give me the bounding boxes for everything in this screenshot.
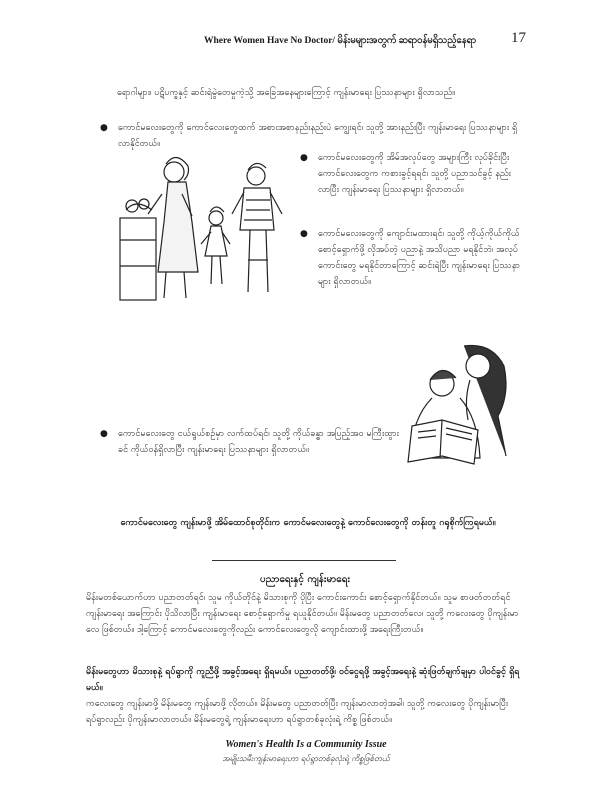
section-heading: ပညာရေးနှင့် ကျန်းမာရေး — [259, 574, 350, 585]
bullet-icon: ● — [300, 229, 308, 239]
bullet-icon: ● — [100, 429, 108, 439]
family-chores-illustration — [116, 148, 296, 308]
bullet-text: ကောင်မလေးတွေကို အိမ်အလုပ်တွေ အများကြီး လုပ်ခိုင်းပြီး ကောင်လေးတွေက ကစားခွင့်ရရင်၊ သူတို့ ပညာသင်ခွင့် နည်းလာပြီး ကျန်းမာရေး ပြဿနာများ ရှိလာတယ်။ — [318, 153, 511, 195]
bullet-icon: ● — [100, 123, 108, 133]
header-title: Where Women Have No Doctor/ မိန်းမများအတွက် ဆရာဝန်မရှိသည့်နေရာ — [204, 36, 476, 46]
running-header — [86, 30, 526, 50]
footer-title: Women's Health Is a Community Issue — [225, 739, 387, 750]
body-paragraph-1: မိန်းမတစ်ယောက်ဟာ ပညာတတ်ရင်၊ သူမ ကိုယ်တိုင်နဲ့ မိသားစုကို ပိုပြီး ကောင်းကောင်း စောင့်ရှောက်နိုင်တယ်။ သူမ စာဖတ်တတ်ရင် ကျန်းမာရေး အကြောင်း ပိုသိလာပြီး ကျန်းမာရေး စောင့်ရှောက်မှု ရယူနိုင်တယ်။ မိန်းမတွေ ပညာတတ်လေ၊ သူတို့ ကလေးတွေ ပိုကျန်းမာလေ ဖြစ်တယ်။ ဒါ့ကြောင့် ကောင်မလေးတွေကိုလည်း ကောင်လေးတွေလို ကျောင်းထားဖို့ အရေးကြီးတယ်။ — [86, 593, 519, 635]
bullet-text: ကောင်မလေးတွေ ငယ်ရွယ်စဉ်မှာ လက်ထပ်ရင်၊ သူတို့ ကိုယ်ခန္ဓာ အပြည့်အဝ မကြီးထွားခင် ကိုယ်ဝန်ရှိလာပြီး ကျန်းမာရေး ပြဿနာများ ရှိလာတယ်။ — [118, 429, 399, 455]
bullet-icon: ● — [300, 153, 308, 163]
body-paragraph-3: ကလေးတွေ ကျန်းမာဖို့ မိန်းမတွေ ကျန်းမာဖို့ လိုတယ်။ မိန်းမတွေ ပညာတတ်ပြီး ကျန်းမာလာတဲ့အခါ၊ သူတို့ ကလေးတွေ ပိုကျန်းမာပြီး ရပ်ရွာလည်း ပိုကျန်းမာလာတယ်။ မိန်းမတွေရဲ့ ကျန်းမာရေးဟာ ရပ်ရွာတစ်ခုလုံးရဲ့ ကိစ္စ ဖြစ်တယ်။ — [86, 699, 509, 725]
key-message-callout: ကောင်မလေးတွေ ကျန်းမာဖို့ အိမ်ထောင်စုတိုင်းက ကောင်မလေးတွေနဲ့ ကောင်လေးတွေကို တန်းတူ ဂရုစိုက်ကြရမယ်။ — [120, 518, 496, 528]
section-divider — [212, 560, 396, 561]
body-paragraph-2: မိန်းမတွေဟာ မိသားစုနဲ့ ရပ်ရွာကို ကူညီဖို့ အခွင့်အရေး ရှိရမယ်။ ပညာတတ်ဖို့၊ ဝင်ငွေရဖို့ အခွင့်အရေးနဲ့ ဆုံးဖြတ်ချက်ချမှာ ပါဝင်ခွင့် ရှိရမယ်။ — [86, 667, 520, 693]
women-reading-illustration — [400, 340, 528, 474]
bullet-text: ကောင်မလေးတွေကို ကျောင်းမထားရင်၊ သူတို့ ကိုယ့်ကိုယ်ကိုယ် စောင့်ရှောက်ဖို့ လိုအပ်တဲ့ ပညာနဲ့ အသိပညာ မရနိုင်ဘဲ၊ အလုပ်ကောင်းတွေ မရနိုင်တာကြောင့် ဆင်းရဲပြီး ကျန်းမာရေး ပြဿနာများ ရှိလာတယ်။ — [318, 229, 521, 287]
page-number: 17 — [511, 30, 526, 46]
footer-subtitle: အမျိုးသမီးကျန်းမာရေးဟာ ရပ်ရွာတစ်ခုလုံးရဲ့ ကိစ္စဖြစ်တယ် — [222, 754, 390, 763]
bullet-text: ကောင်မလေးတွေကို ကောင်လေးတွေထက် အစားအစာနည်းနည်းပဲ ကျွေးရင်၊ သူတို့ အားနည်းပြီး ကျန်းမာရေး ပြဿနာများ ရှိလာနိုင်တယ်။ — [118, 123, 518, 149]
intro-paragraph: ရောဂါများ၊ ပဋိပက္ခနှင့် ဆင်းရဲမွဲတေမှုကဲ့သို့ အခြေအနေများကြောင့် ကျန်းမာရေး ပြဿနာများ ရှိလာသည်။ — [117, 88, 455, 98]
